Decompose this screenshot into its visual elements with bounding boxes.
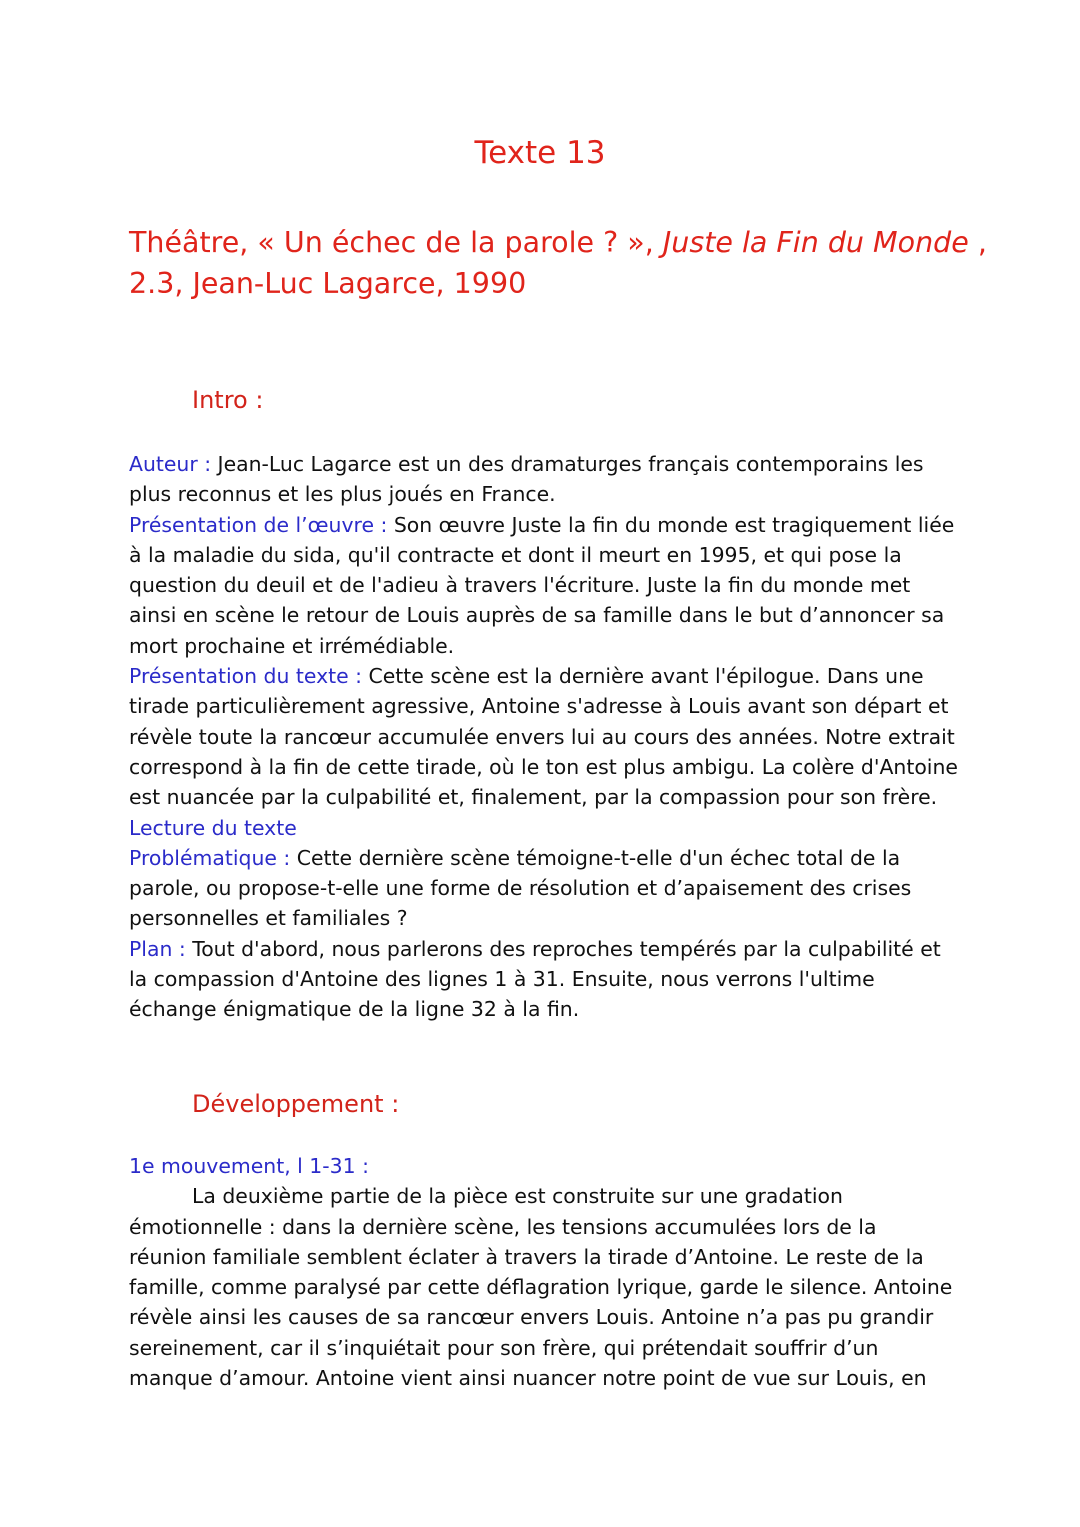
document-title: Texte 13 (474, 135, 606, 171)
developpement-section (129, 1151, 959, 1393)
problematique-paragraph (129, 843, 959, 934)
problematique-text: Cette dernière scène témoigne-t-elle d'un échec total de la parole, ou propose-t-elle une forme de résolution et d’apaisement des crises personnelles et familiales ? (129, 845, 912, 931)
texte-text: Cette scène est la dernière avant l'épilogue. Dans une tirade particulièrement agressive, Antoine s'adresse à Louis avant son départ et révèle toute la rancœur accumulée envers lui au cours des années. Notre extrait correspond à la fin de cette tirade, où le ton est plus ambigu. La colère d'Antoine est nuancée par la culpabilité et, finalement, par la compassion pour son frère. (129, 664, 958, 810)
plan-label: Plan : (129, 936, 186, 961)
mouvement-text: La deuxième partie de la pièce est construite sur une gradation émotionnelle : dans la dernière scène, les tensions accumulées lors de la réunion familiale semblent éclater à travers la tirade d’Antoine. Le reste de la famille, comme paralysé par cette déflagration lyrique, garde le silence. Antoine révèle ainsi les causes de sa rancœur envers Louis. Antoine n’a pas pu grandir sereinement, car il s’inquiétait pour son frère, qui prétendait souffrir d’un manque d’amour. Antoine vient ainsi nuancer notre point de vue sur Louis, en (129, 1184, 953, 1391)
plan-paragraph (129, 934, 959, 1025)
oeuvre-text: Son œuvre Juste la fin du monde est tragiquement liée à la maladie du sida, qu'il contracte et dont il meurt en 1995, et qui pose la question du deuil et de l'adieu à travers l'écriture. Juste la fin du monde met ainsi en scène le retour de Louis auprès de sa famille dans le but d’annoncer sa mort prochaine et irrémédiable. (129, 512, 955, 658)
texte-label: Présentation du texte : (129, 664, 363, 689)
plan-text: Tout d'abord, nous parlerons des reproches tempérés par la culpabilité et la compassion d'Antoine des lignes 1 à 31. Ensuite, nous verrons l'ultime échange énigmatique de la ligne 32 à la fin. (129, 936, 941, 1022)
subtitle-reference: 2.3, Jean-Luc Lagarce, 1990 (129, 267, 527, 300)
auteur-paragraph (129, 449, 959, 510)
oeuvre-label: Présentation de l’œuvre : (129, 512, 388, 537)
auteur-text: Jean-Luc Lagarce est un des dramaturges français contemporains les plus reconnus et les plus joués en France. (129, 452, 924, 507)
subtitle-work-title: Juste la Fin du Monde (662, 226, 969, 259)
intro-section (129, 449, 959, 1025)
lecture-paragraph (129, 813, 959, 843)
mouvement-label: 1e mouvement, l 1-31 : (129, 1154, 369, 1178)
texte-paragraph (129, 661, 959, 812)
oeuvre-paragraph (129, 510, 959, 661)
subtitle-comma: , (968, 226, 987, 259)
mouvement-paragraph (129, 1181, 959, 1393)
developpement-heading: Développement : (192, 1090, 400, 1118)
lecture-label: Lecture du texte (129, 815, 297, 840)
document-subtitle (129, 222, 1009, 304)
auteur-label: Auteur : (129, 452, 212, 476)
problematique-label: Problématique : (129, 845, 291, 870)
subtitle-genre-theme: Théâtre, « Un échec de la parole ? », (129, 226, 663, 259)
intro-heading: Intro : (192, 386, 264, 414)
mouvement-heading-paragraph (129, 1151, 959, 1181)
